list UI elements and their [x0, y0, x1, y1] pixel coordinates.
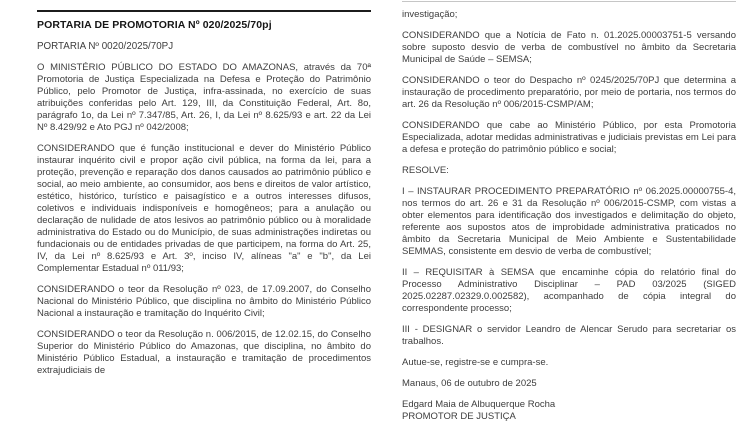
- document-title: PORTARIA DE PROMOTORIA Nº 020/2025/70pj: [37, 19, 272, 31]
- left-column: [37, 0, 371, 377]
- paragraph-considerando-funcao-institucional: CONSIDERANDO que é função institucional e dever do Ministério Público instaurar inquérito civil e propor ação civil pública, na forma da lei, para a proteção, prevenção e reparação dos danos causados ao patrimônio público e social, ao meio ambiente, ao consumidor, aos bens e direitos de valor artístico, estético, histórico, turístico e paisagístico e a outros interesses difusos, coletivos e individuais indisponíveis e homogêneos; para a anulação ou declaração de nulidade de atos lesivos ao patrimônio público ou à moralidade administrativa do Estado ou do Município, de suas administrações indiretas ou fundacionais ou de entidades privadas de que participem, na forma do Art. 25, IV, da Lei nº 8.625/93 e Art. 3º, inciso IV, alíneas "a" e "b", da Lei Complementar Estadual nº 011/93;: [37, 143, 371, 274]
- signature-name: Edgard Maia de Albuquerque Rocha: [402, 399, 556, 410]
- left-column-top-rule: [37, 10, 371, 12]
- paragraph-considerando-despacho: CONSIDERANDO o teor do Despacho nº 0245/2025/70PJ que determina a instauração de procedimento preparatório, por meio de portaria, nos termos do art. 26 da Resolução nº 006/2015-CSMP/AM;: [402, 75, 736, 110]
- right-column-top-rule: [402, 1, 736, 2]
- document-subtitle: PORTARIA Nº 0020/2025/70PJ: [37, 41, 174, 52]
- paragraph-item-ii-requisitar: II – REQUISITAR à SEMSA que encaminhe cópia do relatório final do Processo Administrativo Disciplinar – PAD 03/2025 (SIGED 2025.02287.02329.0.002582), acompanhado de cópia integral do correspondente processo;: [402, 267, 736, 314]
- paragraph-investigacao-continuation: investigação;: [402, 9, 458, 20]
- paragraph-considerando-noticia-de-fato: CONSIDERANDO que a Notícia de Fato n. 01.2025.00003751-5 versando sobre suposto desvio de verba de combustível no âmbito da Secretaria Municipal de Saúde – SEMSA;: [402, 30, 736, 65]
- right-column: [402, 0, 736, 423]
- paragraph-item-iii-designar: III - DESIGNAR o servidor Leandro de Alencar Serudo para secretariar os trabalhos.: [402, 324, 736, 347]
- paragraph-preamble: O MINISTÉRIO PÚBLICO DO ESTADO DO AMAZONAS, através da 70ª Promotoria de Justiça Especializada na Defesa e Proteção do Patrimônio Público, pelo Promotor de Justiça, infra-assinada, no exercício de suas atribuições conferidas pelo Art. 129, III, da Constituição Federal, Art. 8o, parágrafo 1o, da Lei nº 7.347/85, Art. 26, I, da Lei nº 8.625/93 e art. 22 da Lei Nº 8.429/92 e Ato PGJ nº 042/2008;: [37, 62, 371, 133]
- paragraph-considerando-resolucao-023: CONSIDERANDO o teor da Resolução nº 023, de 17.09.2007, do Conselho Nacional do Ministério Público, que disciplina no âmbito do Ministério Público Nacional a instauração e tramitação do Inquérito Civil;: [37, 284, 371, 319]
- paragraph-resolve-heading: RESOLVE:: [402, 165, 449, 176]
- paragraph-considerando-cabe-mp: CONSIDERANDO que cabe ao Ministério Público, por esta Promotoria Especializada, adotar medidas administrativas e judiciais previstas em Lei para a defesa e proteção do patrimônio público e social;: [402, 120, 736, 155]
- signature-block: [402, 399, 736, 423]
- paragraph-closing-order: Autue-se, registre-se e cumpra-se.: [402, 357, 549, 368]
- signature-role: PROMOTOR DE JUSTIÇA: [402, 411, 516, 422]
- paragraph-item-i-instaurar: I – INSTAURAR PROCEDIMENTO PREPARATÓRIO nº 06.2025.00000755-4, nos termos do art. 26 e 31 da Resolução nº 006/2015-CSMP, com vistas a obter elementos para identificação dos investigados e delimitação do objeto, referente aos supostos atos de improbidade administrativa praticados no âmbito da Secretaria Municipal de Meio Ambiente e Sustentabilidade SEMMAS, consistente em desvio de verba de combustível;: [402, 186, 736, 257]
- paragraph-considerando-resolucao-006-2015: CONSIDERANDO o teor da Resolução n. 006/2015, de 12.02.15, do Conselho Superior do Ministério Público do Amazonas, que disciplina, no âmbito do Ministério Público Estadual, a instauração e tramitação de procedimentos extrajudiciais de: [37, 329, 371, 376]
- date-place-line: Manaus, 06 de outubro de 2025: [402, 378, 537, 389]
